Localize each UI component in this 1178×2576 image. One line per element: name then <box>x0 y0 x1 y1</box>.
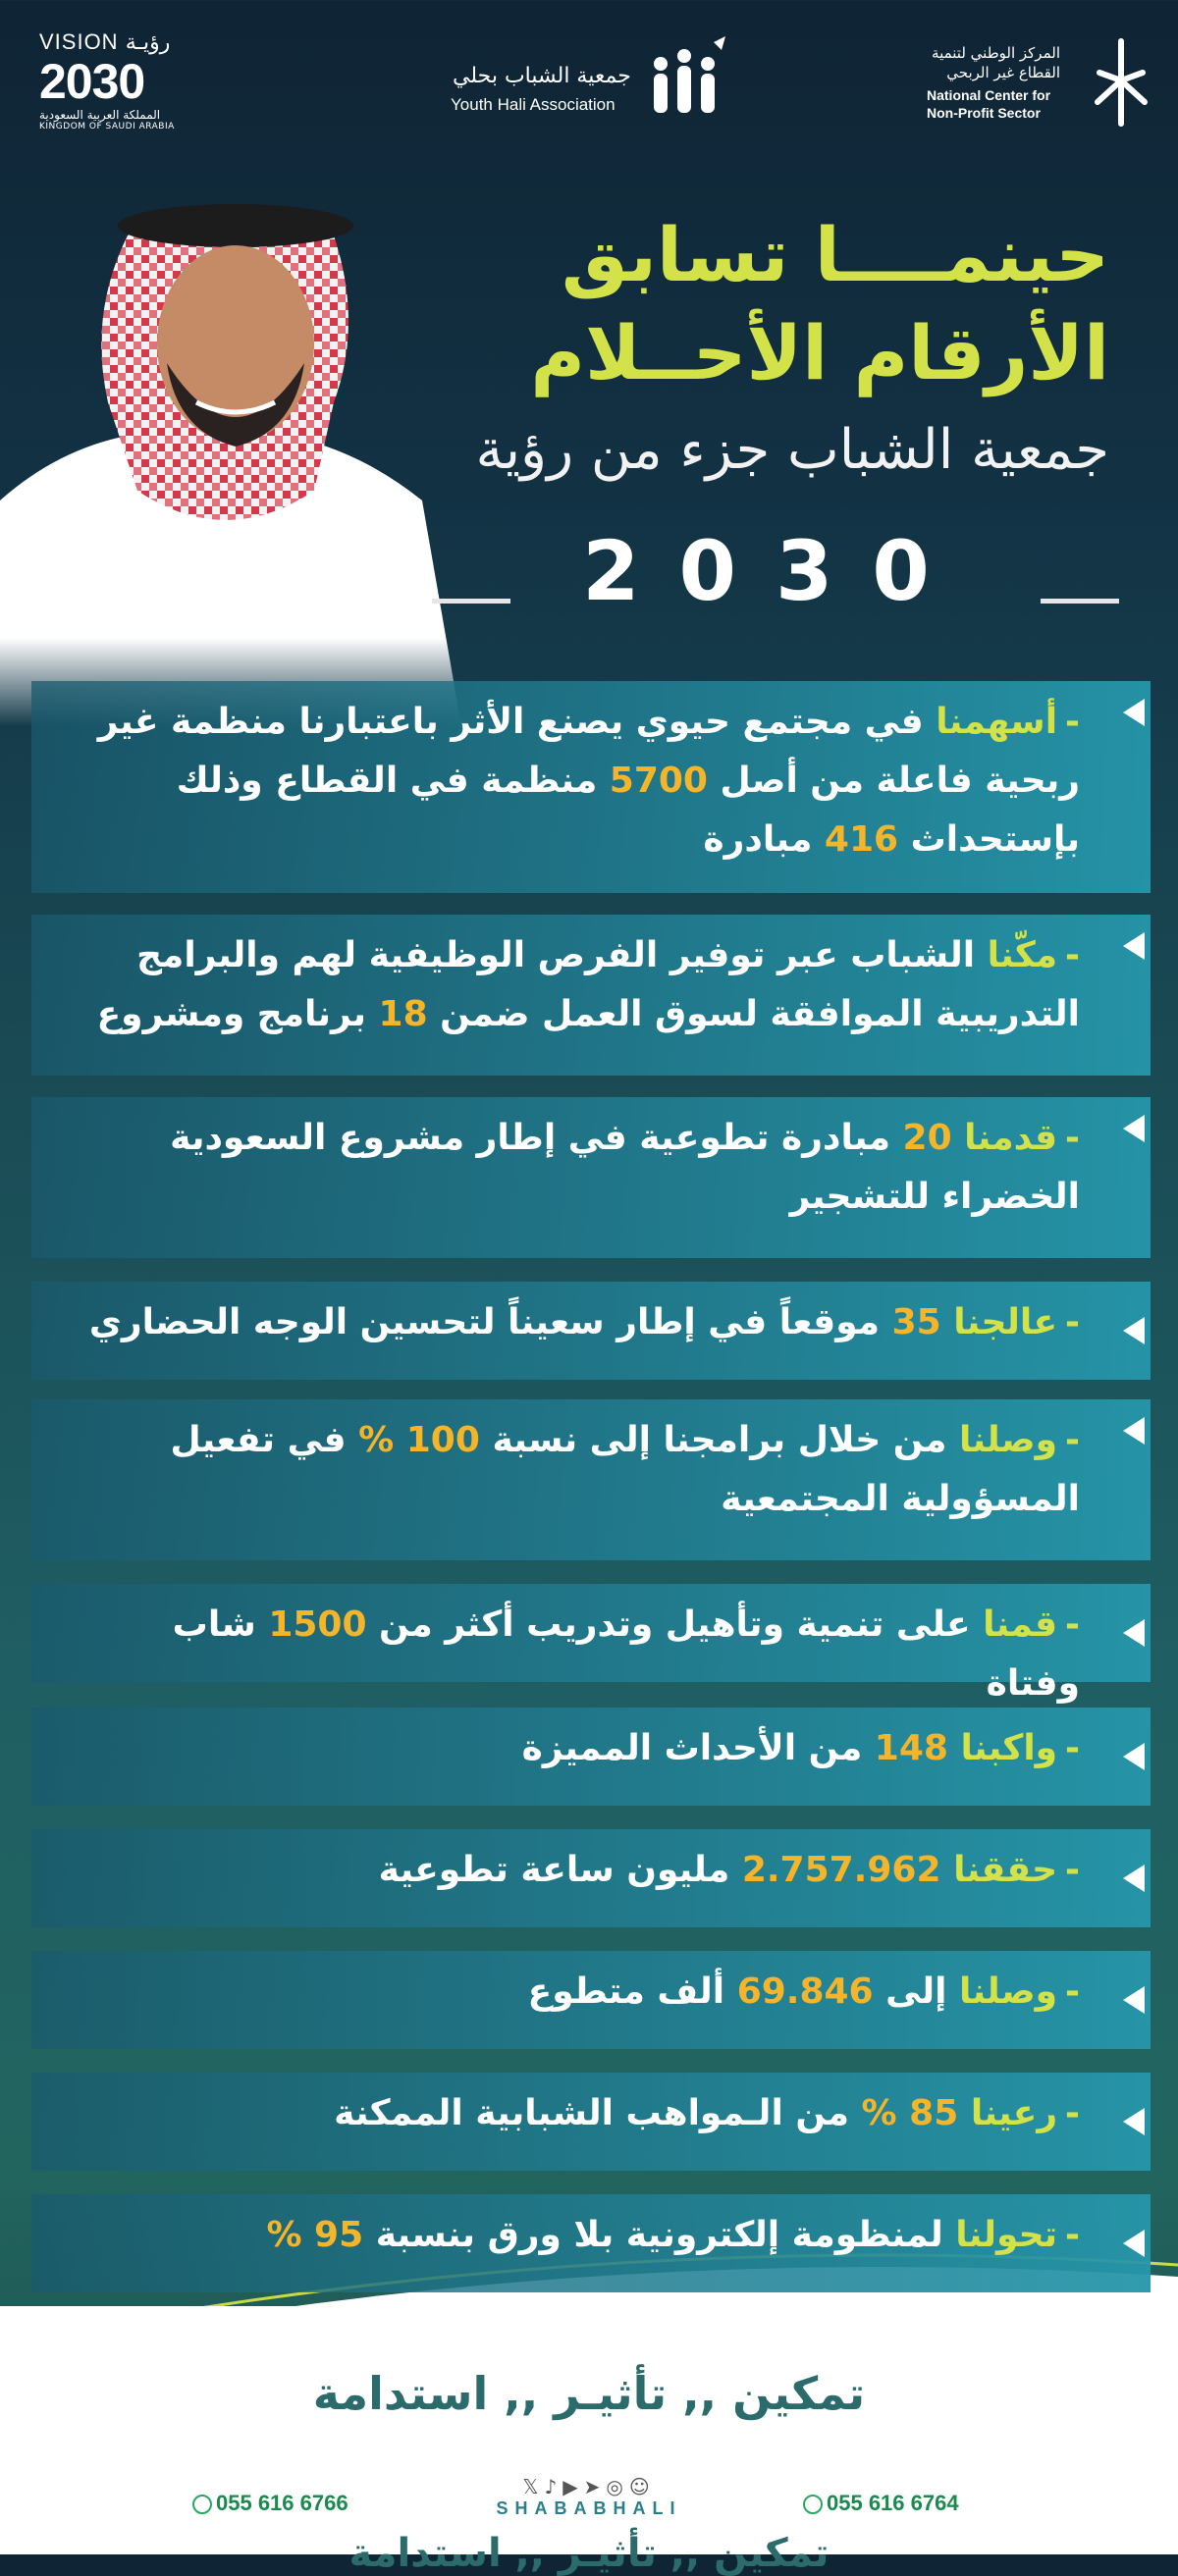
arrow-icon <box>1123 1743 1145 1770</box>
item-text: موقعاً في إطار سعيناً لتحسين الوجه الحضاري <box>88 1302 892 1342</box>
arrow-icon <box>1123 1986 1145 2014</box>
item-text: مبادرة تطوعية في إطار مشروع السعودية الخضراء للتشجير <box>170 1118 1080 1217</box>
achievement-item: -عالجنا 35 موقعاً في إطار سعيناً لتحسين الوجه الحضاري <box>31 1282 1151 1380</box>
item-number: 5700 <box>609 761 708 801</box>
item-text: مبادرة <box>703 819 825 860</box>
item-text: على تنمية وتأهيل وتدريب أكثر من <box>366 1604 984 1645</box>
item-number: 100 % <box>358 1420 480 1460</box>
arrow-icon <box>1123 932 1145 960</box>
item-number: 18 <box>378 994 428 1034</box>
achievement-item: -قدمنا 20 مبادرة تطوعية في إطار مشروع السعودية الخضراء للتشجير <box>31 1097 1151 1258</box>
telegram-icon[interactable]: ➤ <box>583 2475 607 2498</box>
ncnp-star-icon <box>1092 33 1151 131</box>
item-number: 35 <box>891 1302 941 1342</box>
ncnp-ar-line1: المركز الوطني لتنمية <box>932 44 1060 62</box>
achievement-item: -أسهمنا في مجتمع حيوي يصنع الأثر باعتبارنا منظمة غير ربحية فاعلة من أصل 5700 منظمة في القطاع وذلك بإستحداث 416 مبادرة <box>31 681 1151 893</box>
whatsapp-icon <box>192 2495 212 2514</box>
achievement-item: -رعينا 85 % من الـمواهب الشبابية الممكنة <box>31 2073 1151 2171</box>
item-text: شاب وفتاة <box>172 1604 1080 1704</box>
national-center-nonprofit-logo <box>923 29 1158 128</box>
item-lead: تحولنا <box>955 2215 1058 2255</box>
item-text: برنامج ومشروع <box>96 994 379 1034</box>
arrow-icon <box>1123 1317 1145 1344</box>
item-number: 85 % <box>861 2093 959 2133</box>
headline-subtitle: جمعية الشباب جزء من رؤية <box>475 418 1109 482</box>
phone-left-number: 055 616 6766 <box>216 2491 348 2515</box>
item-text <box>941 1302 954 1342</box>
phone-right[interactable] <box>803 2491 959 2516</box>
arrow-icon <box>1123 2230 1145 2257</box>
item-lead: رعينا <box>970 2093 1058 2133</box>
item-lead: وصلنا <box>958 1971 1058 2012</box>
achievement-item: -حققنا 2.757.962 مليون ساعة تطوعية <box>31 1829 1151 1927</box>
yha-emblem-icon <box>643 34 741 123</box>
arrow-icon <box>1123 699 1145 726</box>
year-row <box>432 523 1119 619</box>
social-handle: SHABABHALI <box>496 2498 682 2518</box>
arrow-icon <box>1123 1115 1145 1142</box>
item-text: لمنظومة إلكترونية بلا ورق بنسبة <box>363 2215 956 2255</box>
year-right-line <box>1041 599 1119 604</box>
item-text: ألف متطوع <box>527 1971 737 2012</box>
phone-right-number: 055 616 6764 <box>827 2491 959 2515</box>
item-lead: قمنا <box>983 1604 1058 1645</box>
item-lead: عالجنا <box>953 1302 1058 1342</box>
youth-hali-association-logo <box>447 34 741 123</box>
item-number: 416 <box>824 819 899 860</box>
achievement-item: -قمنا على تنمية وتأهيل وتدريب أكثر من 1500 شاب وفتاة <box>31 1584 1151 1682</box>
item-lead: أسهمنا <box>936 702 1058 742</box>
achievement-item: -وصلنا من خلال برامجنا إلى نسبة 100 % في تفعيل المسؤولية المجتمعية <box>31 1399 1151 1560</box>
vision-year: 2030 <box>39 54 145 109</box>
achievement-item: -تحولنا لمنظومة إلكترونية بلا ورق بنسبة 95 % <box>31 2194 1151 2292</box>
ncnp-english-name <box>927 86 1074 122</box>
vision-ar-country: المملكة العربية السعودية <box>39 108 161 122</box>
achievement-item: -مكّنا الشباب عبر توفير الفرص الوظيفية لهم والبرامج التدريبية الموافقة لسوق العمل ضمن 18 برنامج ومشروع <box>31 915 1151 1076</box>
arrow-icon <box>1123 2108 1145 2135</box>
ncnp-en-line2: Non-Profit Sector <box>927 105 1041 121</box>
item-text <box>948 1728 961 1768</box>
item-text: إلى <box>873 1971 959 2012</box>
vision-en-country: KINGDOM OF SAUDI ARABIA <box>39 122 175 131</box>
item-text <box>952 1118 965 1158</box>
x-icon[interactable]: 𝕏 <box>522 2475 545 2498</box>
item-number: 148 <box>874 1728 948 1768</box>
item-text: من خلال برامجنا إلى نسبة <box>479 1420 959 1460</box>
item-text: من الـمواهب الشبابية الممكنة <box>334 2093 862 2133</box>
item-text: مليون ساعة تطوعية <box>378 1850 742 1890</box>
year-left-line <box>432 599 510 604</box>
snapchat-icon[interactable]: ☺ <box>628 2475 656 2498</box>
youtube-icon[interactable]: ▶ <box>562 2475 584 2498</box>
instagram-icon[interactable]: ◎ <box>606 2475 629 2498</box>
item-number: 20 <box>902 1118 952 1158</box>
social-links <box>461 2475 717 2519</box>
item-text: في مجتمع حيوي يصنع الأثر باعتبارنا منظمة غير ربحية فاعلة من أصل <box>97 702 1080 801</box>
ncnp-ar-line2: القطاع غير الربحي <box>946 64 1060 81</box>
achievement-item: -واكبنا 148 من الأحداث المميزة <box>31 1708 1151 1806</box>
vision-2030-logo <box>39 29 187 131</box>
item-text <box>941 1850 954 1890</box>
phone-left[interactable] <box>192 2491 348 2516</box>
achievement-item: -وصلنا إلى 69.846 ألف متطوع <box>31 1951 1151 2049</box>
ncnp-en-line1: National Center for <box>927 87 1051 103</box>
arrow-icon <box>1123 1417 1145 1445</box>
item-text: الشباب عبر توفير الفرص الوظيفية لهم والبرامج التدريبية الموافقة لسوق العمل ضمن <box>136 935 1080 1034</box>
arrow-icon <box>1123 1865 1145 1892</box>
item-lead: حققنا <box>953 1850 1058 1890</box>
item-number: 1500 <box>268 1604 367 1645</box>
item-number: 69.846 <box>736 1971 874 2012</box>
ncnp-arabic-name <box>923 43 1060 82</box>
headline-block <box>422 206 1109 495</box>
vision-label: VISION <box>39 29 119 54</box>
footer-slogan-repeat: تمكين ,, تأثيـر ,, استدامة <box>348 2531 830 2576</box>
arrow-icon <box>1123 1619 1145 1647</box>
item-text: منظمة في القطاع وذلك بإستحداث <box>176 761 1080 860</box>
footer-slogan: تمكين ,, تأثيـر ,, استدامة <box>312 2367 866 2420</box>
item-number: 2.757.962 <box>741 1850 941 1890</box>
item-lead: واكبنا <box>960 1728 1058 1768</box>
tiktok-icon[interactable]: ♪ <box>544 2475 563 2498</box>
headline-year: 2030 <box>582 523 969 619</box>
item-text <box>958 2093 971 2133</box>
item-lead: قدمنا <box>964 1118 1058 1158</box>
item-text: من الأحداث المميزة <box>521 1728 875 1768</box>
yha-arabic-name: جمعية الشباب بحلي <box>453 64 631 88</box>
item-text: في تفعيل المسؤولية المجتمعية <box>170 1420 1080 1519</box>
vision-ar-label: رؤيـة <box>125 29 171 54</box>
item-lead: مكّنا <box>987 935 1058 975</box>
item-lead: وصلنا <box>958 1420 1058 1460</box>
yha-english-name: Youth Hali Association <box>451 95 616 114</box>
item-number: 95 % <box>266 2215 364 2255</box>
headline-line2: الأرقام الأحــلام <box>530 309 1109 396</box>
headline-line1: حينمــــا تسابق <box>561 211 1109 298</box>
whatsapp-icon <box>803 2495 823 2514</box>
